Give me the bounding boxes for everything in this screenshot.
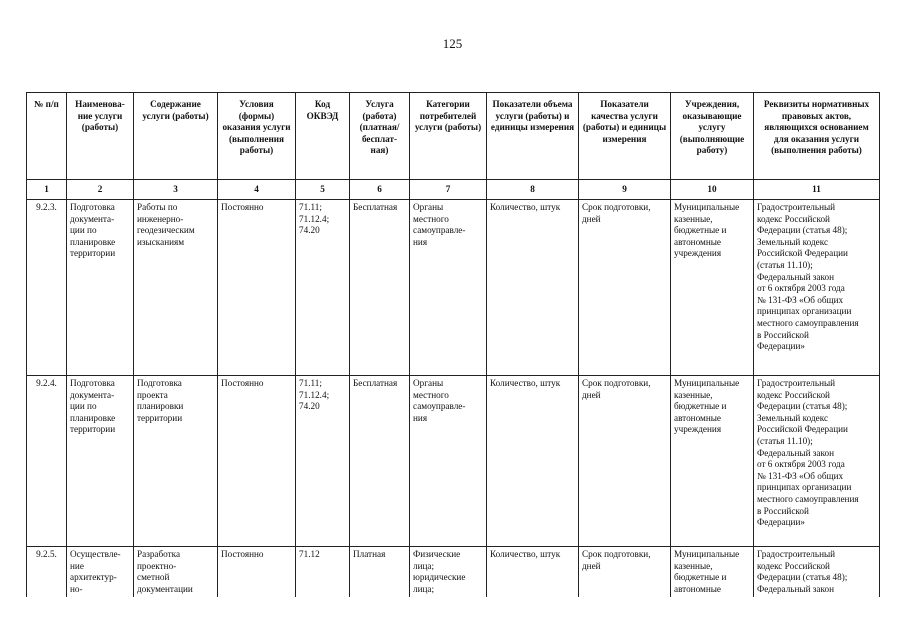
column-number: 5 bbox=[296, 180, 350, 200]
header-cell: Код ОКВЭД bbox=[296, 93, 350, 180]
header-cell: Наименова- ние услуги (работы) bbox=[67, 93, 134, 180]
legal-acts: Градостроительный кодекс Российской Федерации (статья 48); Земельный кодекс Российской Федерации (статья 11.10); Федеральный закон от 6 октября 2003 года № 131-ФЗ «Об общих принципах организации местного самоуправления в Российской Федерации» bbox=[754, 376, 880, 547]
quality-indicators: Срок подготовки, дней bbox=[579, 547, 671, 598]
service-name: Осуществле- ние архитектур- но- bbox=[67, 547, 134, 598]
header-cell: № п/п bbox=[27, 93, 67, 180]
paid-status: Бесплатная bbox=[350, 200, 410, 376]
service-content: Подготовка проекта планировки территории bbox=[134, 376, 218, 547]
column-number-row bbox=[27, 180, 880, 200]
consumer-categories: Физические лица; юридические лица; bbox=[410, 547, 487, 598]
column-number: 4 bbox=[218, 180, 296, 200]
quality-indicators: Срок подготовки, дней bbox=[579, 376, 671, 547]
header-cell: Содержание услуги (работы) bbox=[134, 93, 218, 180]
paid-status: Бесплатная bbox=[350, 376, 410, 547]
service-name: Подготовка документа- ции по планировке территории bbox=[67, 200, 134, 376]
column-number: 3 bbox=[134, 180, 218, 200]
column-number: 10 bbox=[671, 180, 754, 200]
service-name: Подготовка документа- ции по планировке территории bbox=[67, 376, 134, 547]
column-number: 9 bbox=[579, 180, 671, 200]
header-cell: Условия (формы) оказания услуги (выполнения работы) bbox=[218, 93, 296, 180]
column-number: 1 bbox=[27, 180, 67, 200]
legal-acts: Градостроительный кодекс Российской Федерации (статья 48); Земельный кодекс Российской Федерации (статья 11.10); Федеральный закон от 6 октября 2003 года № 131-ФЗ «Об общих принципах организации местного самоуправления в Российской Федерации» bbox=[754, 200, 880, 376]
okved-code: 71.11; 71.12.4; 74.20 bbox=[296, 200, 350, 376]
header-cell: Услуга (работа) (платная/ бесплат- ная) bbox=[350, 93, 410, 180]
service-content: Разработка проектно- сметной документации bbox=[134, 547, 218, 598]
consumer-categories: Органы местного самоуправле- ния bbox=[410, 376, 487, 547]
column-number: 6 bbox=[350, 180, 410, 200]
header-cell: Реквизиты нормативных правовых актов, являющихся основанием для оказания услуги (выполнения работы) bbox=[754, 93, 880, 180]
header-cell: Учреждения, оказывающие услугу (выполняющие работу) bbox=[671, 93, 754, 180]
column-number: 8 bbox=[487, 180, 579, 200]
institutions: Муниципальные казенные, бюджетные и автономные учреждения bbox=[671, 200, 754, 376]
table-row bbox=[27, 376, 880, 547]
okved-code: 71.12 bbox=[296, 547, 350, 598]
service-conditions: Постоянно bbox=[218, 200, 296, 376]
paid-status: Платная bbox=[350, 547, 410, 598]
table-row bbox=[27, 200, 880, 376]
column-number: 11 bbox=[754, 180, 880, 200]
volume-indicators: Количество, штук bbox=[487, 200, 579, 376]
header-cell: Категории потребителей услуги (работы) bbox=[410, 93, 487, 180]
consumer-categories: Органы местного самоуправле- ния bbox=[410, 200, 487, 376]
institutions: Муниципальные казенные, бюджетные и автономные bbox=[671, 547, 754, 598]
column-number: 7 bbox=[410, 180, 487, 200]
quality-indicators: Срок подготовки, дней bbox=[579, 200, 671, 376]
table-row bbox=[27, 547, 880, 598]
row-number: 9.2.5. bbox=[27, 547, 67, 598]
services-table bbox=[26, 92, 880, 597]
volume-indicators: Количество, штук bbox=[487, 376, 579, 547]
row-number: 9.2.4. bbox=[27, 376, 67, 547]
service-content: Работы по инженерно- геодезическим изысканиям bbox=[134, 200, 218, 376]
page-number: 125 bbox=[442, 36, 463, 51]
okved-code: 71.11; 71.12.4; 74.20 bbox=[296, 376, 350, 547]
header-cell: Показатели качества услуги (работы) и единицы измерения bbox=[579, 93, 671, 180]
row-number: 9.2.3. bbox=[27, 200, 67, 376]
institutions: Муниципальные казенные, бюджетные и автономные учреждения bbox=[671, 376, 754, 547]
header-row bbox=[27, 93, 880, 180]
legal-acts: Градостроительный кодекс Российской Федерации (статья 48); Федеральный закон bbox=[754, 547, 880, 598]
service-conditions: Постоянно bbox=[218, 376, 296, 547]
column-number: 2 bbox=[67, 180, 134, 200]
volume-indicators: Количество, штук bbox=[487, 547, 579, 598]
service-conditions: Постоянно bbox=[218, 547, 296, 598]
header-cell: Показатели объема услуги (работы) и единицы измерения bbox=[487, 93, 579, 180]
